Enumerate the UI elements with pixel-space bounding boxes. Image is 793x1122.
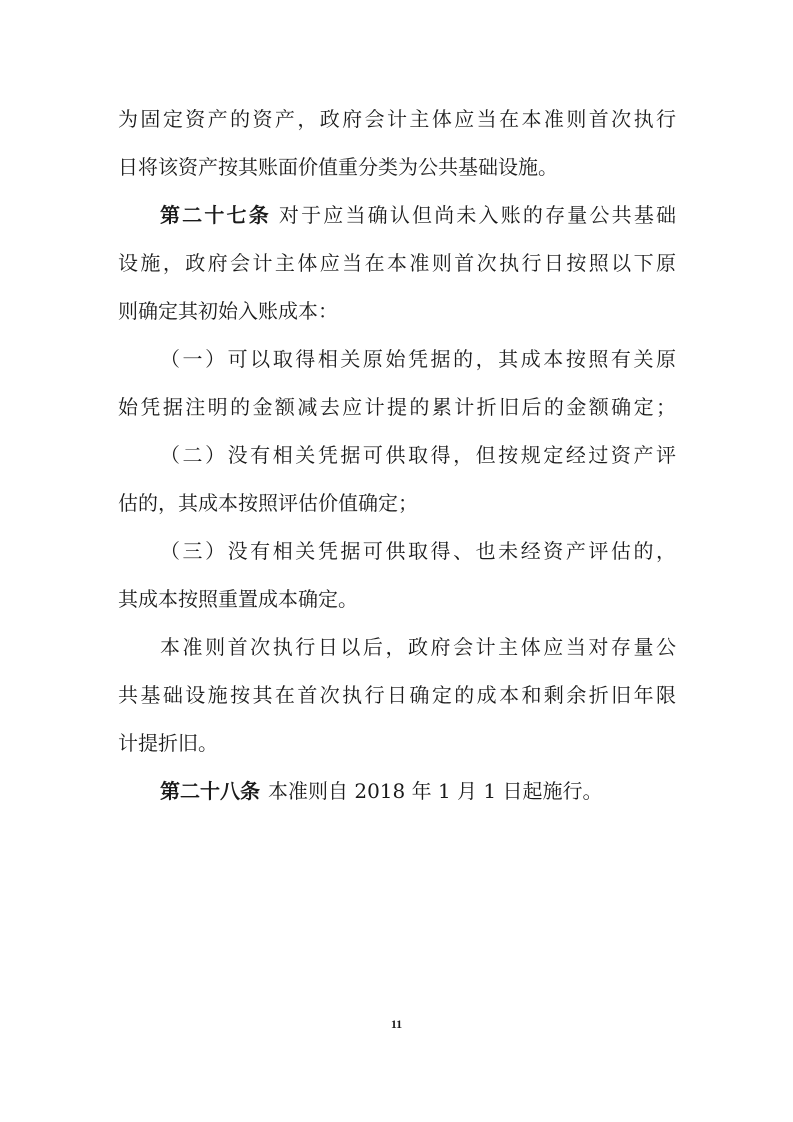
article-28-heading: 第二十八条 [160,779,260,803]
paragraph-line: 始凭据注明的金额减去应计提的累计折旧后的金额确定； [118,395,676,419]
list-item-2: （二）没有相关凭据可供取得，但按规定经过资产评 [160,443,676,467]
article-28-text: 本准则自 2018 年 1 月 1 日起施行。 [268,779,603,803]
page-number: 11 [390,1017,403,1031]
list-item-3: （三）没有相关凭据可供取得、也未经资产评估的， [160,539,676,563]
paragraph-line: 设施，政府会计主体应当在本准则首次执行日按照以下原 [118,251,676,275]
article-27-line [160,203,676,227]
article-28-line [160,779,603,803]
paragraph-line: 为固定资产的资产，政府会计主体应当在本准则首次执行 [118,107,676,131]
article-27-heading: 第二十七条 [160,203,271,227]
paragraph-line: 日将该资产按其账面价值重分类为公共基础设施。 [118,155,558,179]
paragraph-line: 共基础设施按其在首次执行日确定的成本和剩余折旧年限 [118,683,676,707]
list-item-1: （一）可以取得相关原始凭据的，其成本按照有关原 [160,347,676,371]
paragraph-line: 其成本按照重置成本确定。 [118,587,358,611]
paragraph-line: 则确定其初始入账成本： [118,299,338,323]
paragraph-line: 本准则首次执行日以后，政府会计主体应当对存量公 [160,635,676,659]
paragraph-line: 计提折旧。 [118,731,218,755]
article-27-text: 对于应当确认但尚未入账的存量公共基础 [278,203,677,227]
paragraph-line: 估的，其成本按照评估价值确定； [118,491,418,515]
